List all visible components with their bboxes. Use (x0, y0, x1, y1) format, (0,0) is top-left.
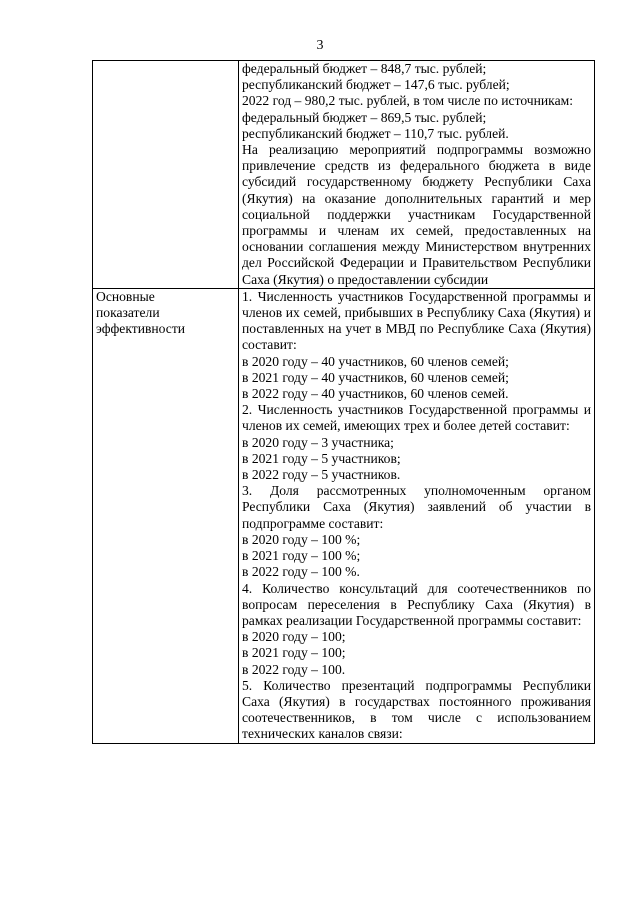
indicator-value: в 2021 году – 100; (242, 645, 346, 661)
table-cell-indicators-text (239, 288, 595, 743)
indicator-value: в 2020 году – 100; (242, 629, 346, 645)
passport-table (92, 60, 595, 744)
indicator-heading: 5. Количество презентаций подпрограммы Республики Саха (Якутия) в государствах постоянного проживания соотечественников, в том числе с использованием технических каналов связи: (242, 677, 591, 742)
indicator-value: в 2022 году – 100 %. (242, 564, 360, 580)
table-cell-label-indicators (93, 288, 239, 743)
text-paragraph: На реализацию мероприятий подпрограммы возможно привлечение средств из федерального бюджета в виде субсидий государственному бюджету Республики Саха (Якутия) на оказание дополнительных гарантий и мер социальной поддержки участникам Государственной программы и членам их семей, предоставленных на основании соглашения между Министерством внутренних дел Российской Федерации и Правительством Республики Саха (Якутия) о предоставлении субсидии (242, 142, 591, 287)
text-line: республиканский бюджет – 147,6 тыс. рублей; (242, 77, 510, 93)
indicator-value: в 2022 году – 40 участников, 60 членов семей. (242, 386, 509, 402)
indicator-heading: 2. Численность участников Государственной программы и членов их семей, имеющих трех и более детей составит: (242, 402, 591, 434)
row-label-line: Основные (96, 288, 155, 304)
indicator-value: в 2022 году – 100. (242, 661, 346, 677)
text-line: 2022 год – 980,2 тыс. рублей, в том числе по источникам: (242, 93, 573, 109)
indicator-heading: 1. Численность участников Государственной программы и членов их семей, прибывших в Республику Саха (Якутия) и поставленных на учет в МВД по Республике Саха (Якутия) составит: (242, 288, 591, 353)
text-line: федеральный бюджет – 869,5 тыс. рублей; (242, 109, 487, 125)
text-line: федеральный бюджет – 848,7 тыс. рублей; (242, 61, 487, 76)
indicator-value: в 2021 году – 5 участников; (242, 450, 401, 466)
row-label-line: показатели (96, 305, 160, 321)
indicator-value: в 2021 году – 40 участников, 60 членов семей; (242, 369, 509, 385)
indicator-value: в 2020 году – 40 участников, 60 членов семей; (242, 353, 509, 369)
table-cell-funding-text (239, 61, 595, 289)
indicator-heading: 3. Доля рассмотренных уполномоченным органом Республики Саха (Якутия) заявлений об участии в подпрограмме составит: (242, 483, 591, 531)
indicator-heading: 4. Количество консультаций для соотечественников по вопросам переселения в Республику Саха (Якутия) в рамках реализации Государственной программы составит: (242, 580, 591, 628)
row-label-line: эффективности (96, 321, 186, 337)
indicator-value: в 2022 году – 5 участников. (242, 467, 401, 483)
indicator-value: в 2020 году – 100 %; (242, 531, 361, 547)
table-cell-label-empty (93, 61, 239, 289)
indicator-value: в 2020 году – 3 участника; (242, 434, 394, 450)
page-number: 3 (316, 38, 324, 53)
table-row-funding (93, 61, 595, 289)
table-row-indicators (93, 288, 595, 743)
text-line: республиканский бюджет – 110,7 тыс. рублей. (242, 125, 509, 141)
indicator-value: в 2021 году – 100 %; (242, 548, 361, 564)
